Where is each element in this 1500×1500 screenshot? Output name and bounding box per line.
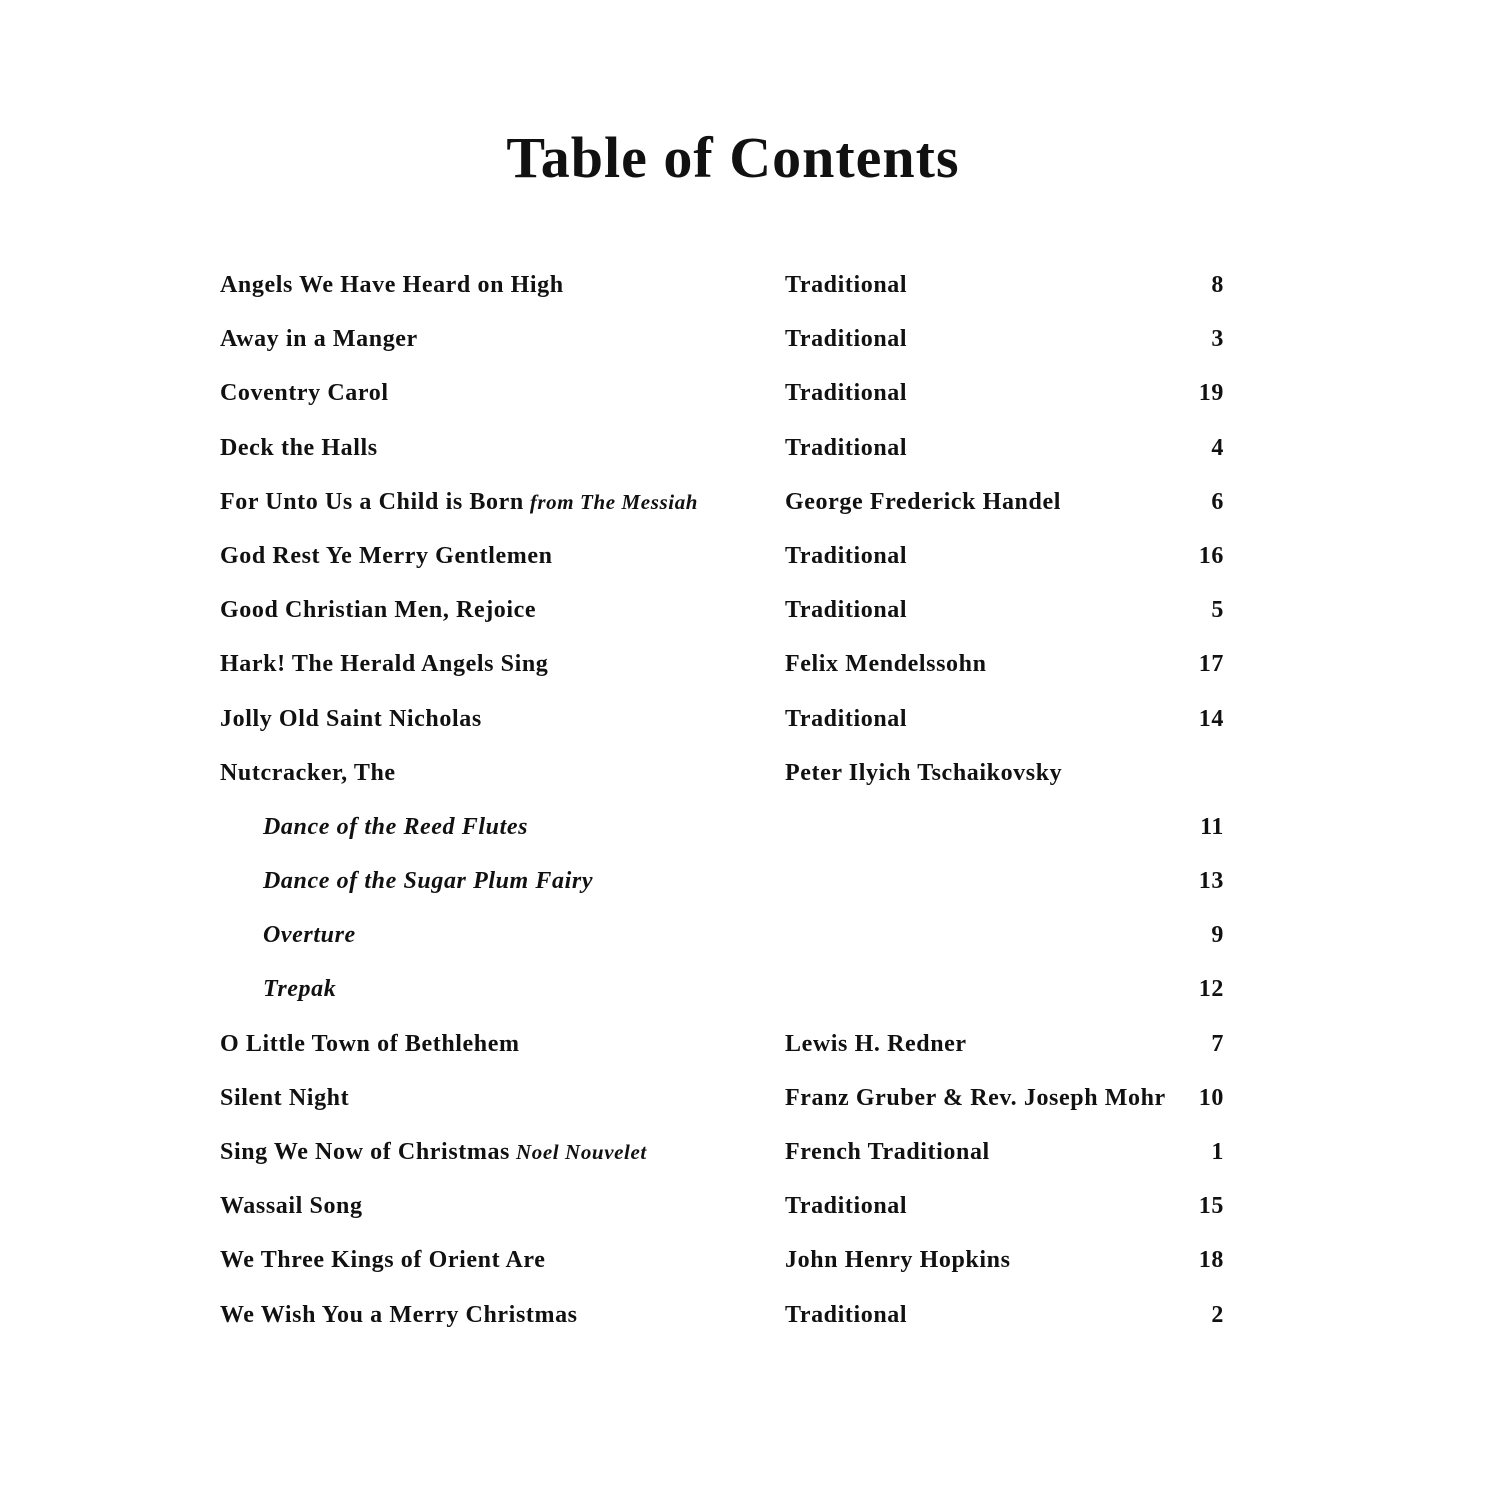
entry-page-number: 16	[1198, 542, 1224, 569]
toc-entry	[220, 1071, 1224, 1125]
entry-note: Noel Nouvelet	[515, 1140, 647, 1164]
entry-page-number: 10	[1198, 1084, 1224, 1111]
entry-title-text: Angels We Have Heard on High	[220, 272, 564, 298]
entry-page-number: 4	[1211, 434, 1224, 461]
entry-title	[220, 258, 564, 312]
entry-title	[263, 908, 356, 962]
entry-title	[220, 1125, 647, 1179]
entry-title	[220, 366, 389, 420]
entry-page-number: 7	[1211, 1030, 1224, 1057]
toc-entry	[220, 421, 1224, 475]
entry-title-text: Away in a Manger	[220, 326, 418, 353]
entry-title	[220, 529, 553, 583]
entry-composer: Franz Gruber & Rev. Joseph Mohr	[785, 1084, 1166, 1111]
entry-title	[220, 637, 548, 691]
entry-composer: Traditional	[785, 705, 908, 732]
entry-title	[220, 583, 536, 637]
entry-composer: Traditional	[785, 1301, 908, 1328]
entry-title-text: Sing We Now of Christmas	[220, 1139, 510, 1165]
entry-composer: Lewis H. Redner	[785, 1030, 967, 1057]
toc-entry	[220, 637, 1224, 691]
toc-entry	[220, 258, 1224, 312]
entry-title	[220, 1288, 578, 1342]
entry-page-number: 6	[1211, 488, 1224, 515]
entry-title	[220, 1233, 545, 1287]
entry-title-text: Overture	[263, 922, 356, 949]
toc-entry	[220, 692, 1224, 746]
entry-title-text: Good Christian Men, Rejoice	[220, 597, 537, 624]
entry-page-number: 12	[1198, 976, 1224, 1003]
toc-entry	[220, 583, 1224, 637]
entry-composer: Traditional	[785, 542, 908, 569]
entry-page-number: 9	[1211, 922, 1224, 949]
entry-title	[220, 1179, 363, 1233]
entry-title-text: Wassail Song	[220, 1193, 363, 1220]
entry-page-number: 13	[1198, 868, 1224, 895]
toc-subentry	[220, 854, 1224, 908]
entry-page-number: 15	[1198, 1193, 1224, 1220]
entry-page-number: 3	[1211, 326, 1224, 353]
entry-page-number: 18	[1198, 1247, 1224, 1274]
entry-title-text: O Little Town of Bethlehem	[220, 1030, 520, 1057]
entry-title-text: Jolly Old Saint Nicholas	[220, 705, 482, 732]
entry-title-text: Silent Night	[220, 1084, 350, 1111]
entry-title	[220, 312, 418, 366]
entry-composer: Felix Mendelssohn	[785, 651, 987, 678]
toc-entry	[220, 1288, 1224, 1342]
entry-title-text: Hark! The Herald Angels Sing	[220, 651, 549, 678]
entry-composer: John Henry Hopkins	[785, 1247, 1011, 1274]
toc-entry	[220, 475, 1224, 529]
entry-title-text: Dance of the Sugar Plum Fairy	[263, 868, 594, 895]
toc-entry	[220, 1017, 1224, 1071]
entry-title	[263, 962, 336, 1016]
entry-composer: Traditional	[785, 272, 908, 298]
toc-subentry	[220, 800, 1224, 854]
toc-entry	[220, 366, 1224, 420]
entry-title	[220, 746, 396, 800]
toc-entry	[220, 746, 1224, 800]
entry-composer: French Traditional	[785, 1139, 990, 1165]
entry-title-text: Coventry Carol	[220, 380, 389, 407]
entry-title-text: Deck the Halls	[220, 434, 378, 461]
toc-entry	[220, 312, 1224, 366]
entry-title	[220, 1071, 349, 1125]
entry-page-number: 2	[1211, 1301, 1224, 1328]
toc-subentry	[220, 908, 1224, 962]
toc-entry	[220, 1179, 1224, 1233]
toc-entry	[220, 529, 1224, 583]
entry-title	[220, 1017, 520, 1071]
entry-title-text: For Unto Us a Child is Born	[220, 488, 524, 515]
entry-title-text: God Rest Ye Merry Gentlemen	[220, 542, 553, 569]
entry-title	[220, 475, 698, 529]
toc-subentry	[220, 962, 1224, 1016]
entry-composer: Traditional	[785, 434, 908, 461]
entry-note: from The Messiah	[529, 489, 699, 514]
toc-entry	[220, 1125, 1224, 1179]
entry-composer: Peter Ilyich Tschaikovsky	[785, 759, 1063, 786]
entry-page-number: 11	[1200, 813, 1224, 840]
entry-page-number: 19	[1198, 380, 1224, 407]
entry-page-number: 5	[1211, 597, 1224, 624]
entry-title-text: Dance of the Reed Flutes	[263, 813, 529, 840]
page-title: Table of Contents	[506, 125, 960, 190]
entry-composer: Traditional	[785, 1193, 908, 1220]
entry-composer: Traditional	[785, 597, 908, 624]
entry-page-number: 1	[1211, 1139, 1224, 1165]
entry-page-number: 14	[1198, 705, 1224, 732]
entry-title-text: Nutcracker, The	[220, 759, 396, 786]
toc-entry	[220, 1233, 1224, 1287]
entry-composer: Traditional	[785, 380, 908, 407]
entry-title	[220, 692, 482, 746]
entry-title-text: We Three Kings of Orient Are	[220, 1247, 546, 1274]
table-of-contents	[220, 258, 1224, 1342]
entry-composer: Traditional	[785, 326, 908, 353]
entry-title-text: Trepak	[263, 976, 337, 1003]
entry-page-number: 8	[1211, 272, 1224, 298]
entry-composer: George Frederick Handel	[785, 488, 1061, 515]
entry-title	[263, 854, 593, 908]
entry-title	[220, 421, 378, 475]
entry-title	[263, 800, 528, 854]
entry-page-number: 17	[1198, 651, 1224, 678]
entry-title-text: We Wish You a Merry Christmas	[220, 1301, 578, 1328]
